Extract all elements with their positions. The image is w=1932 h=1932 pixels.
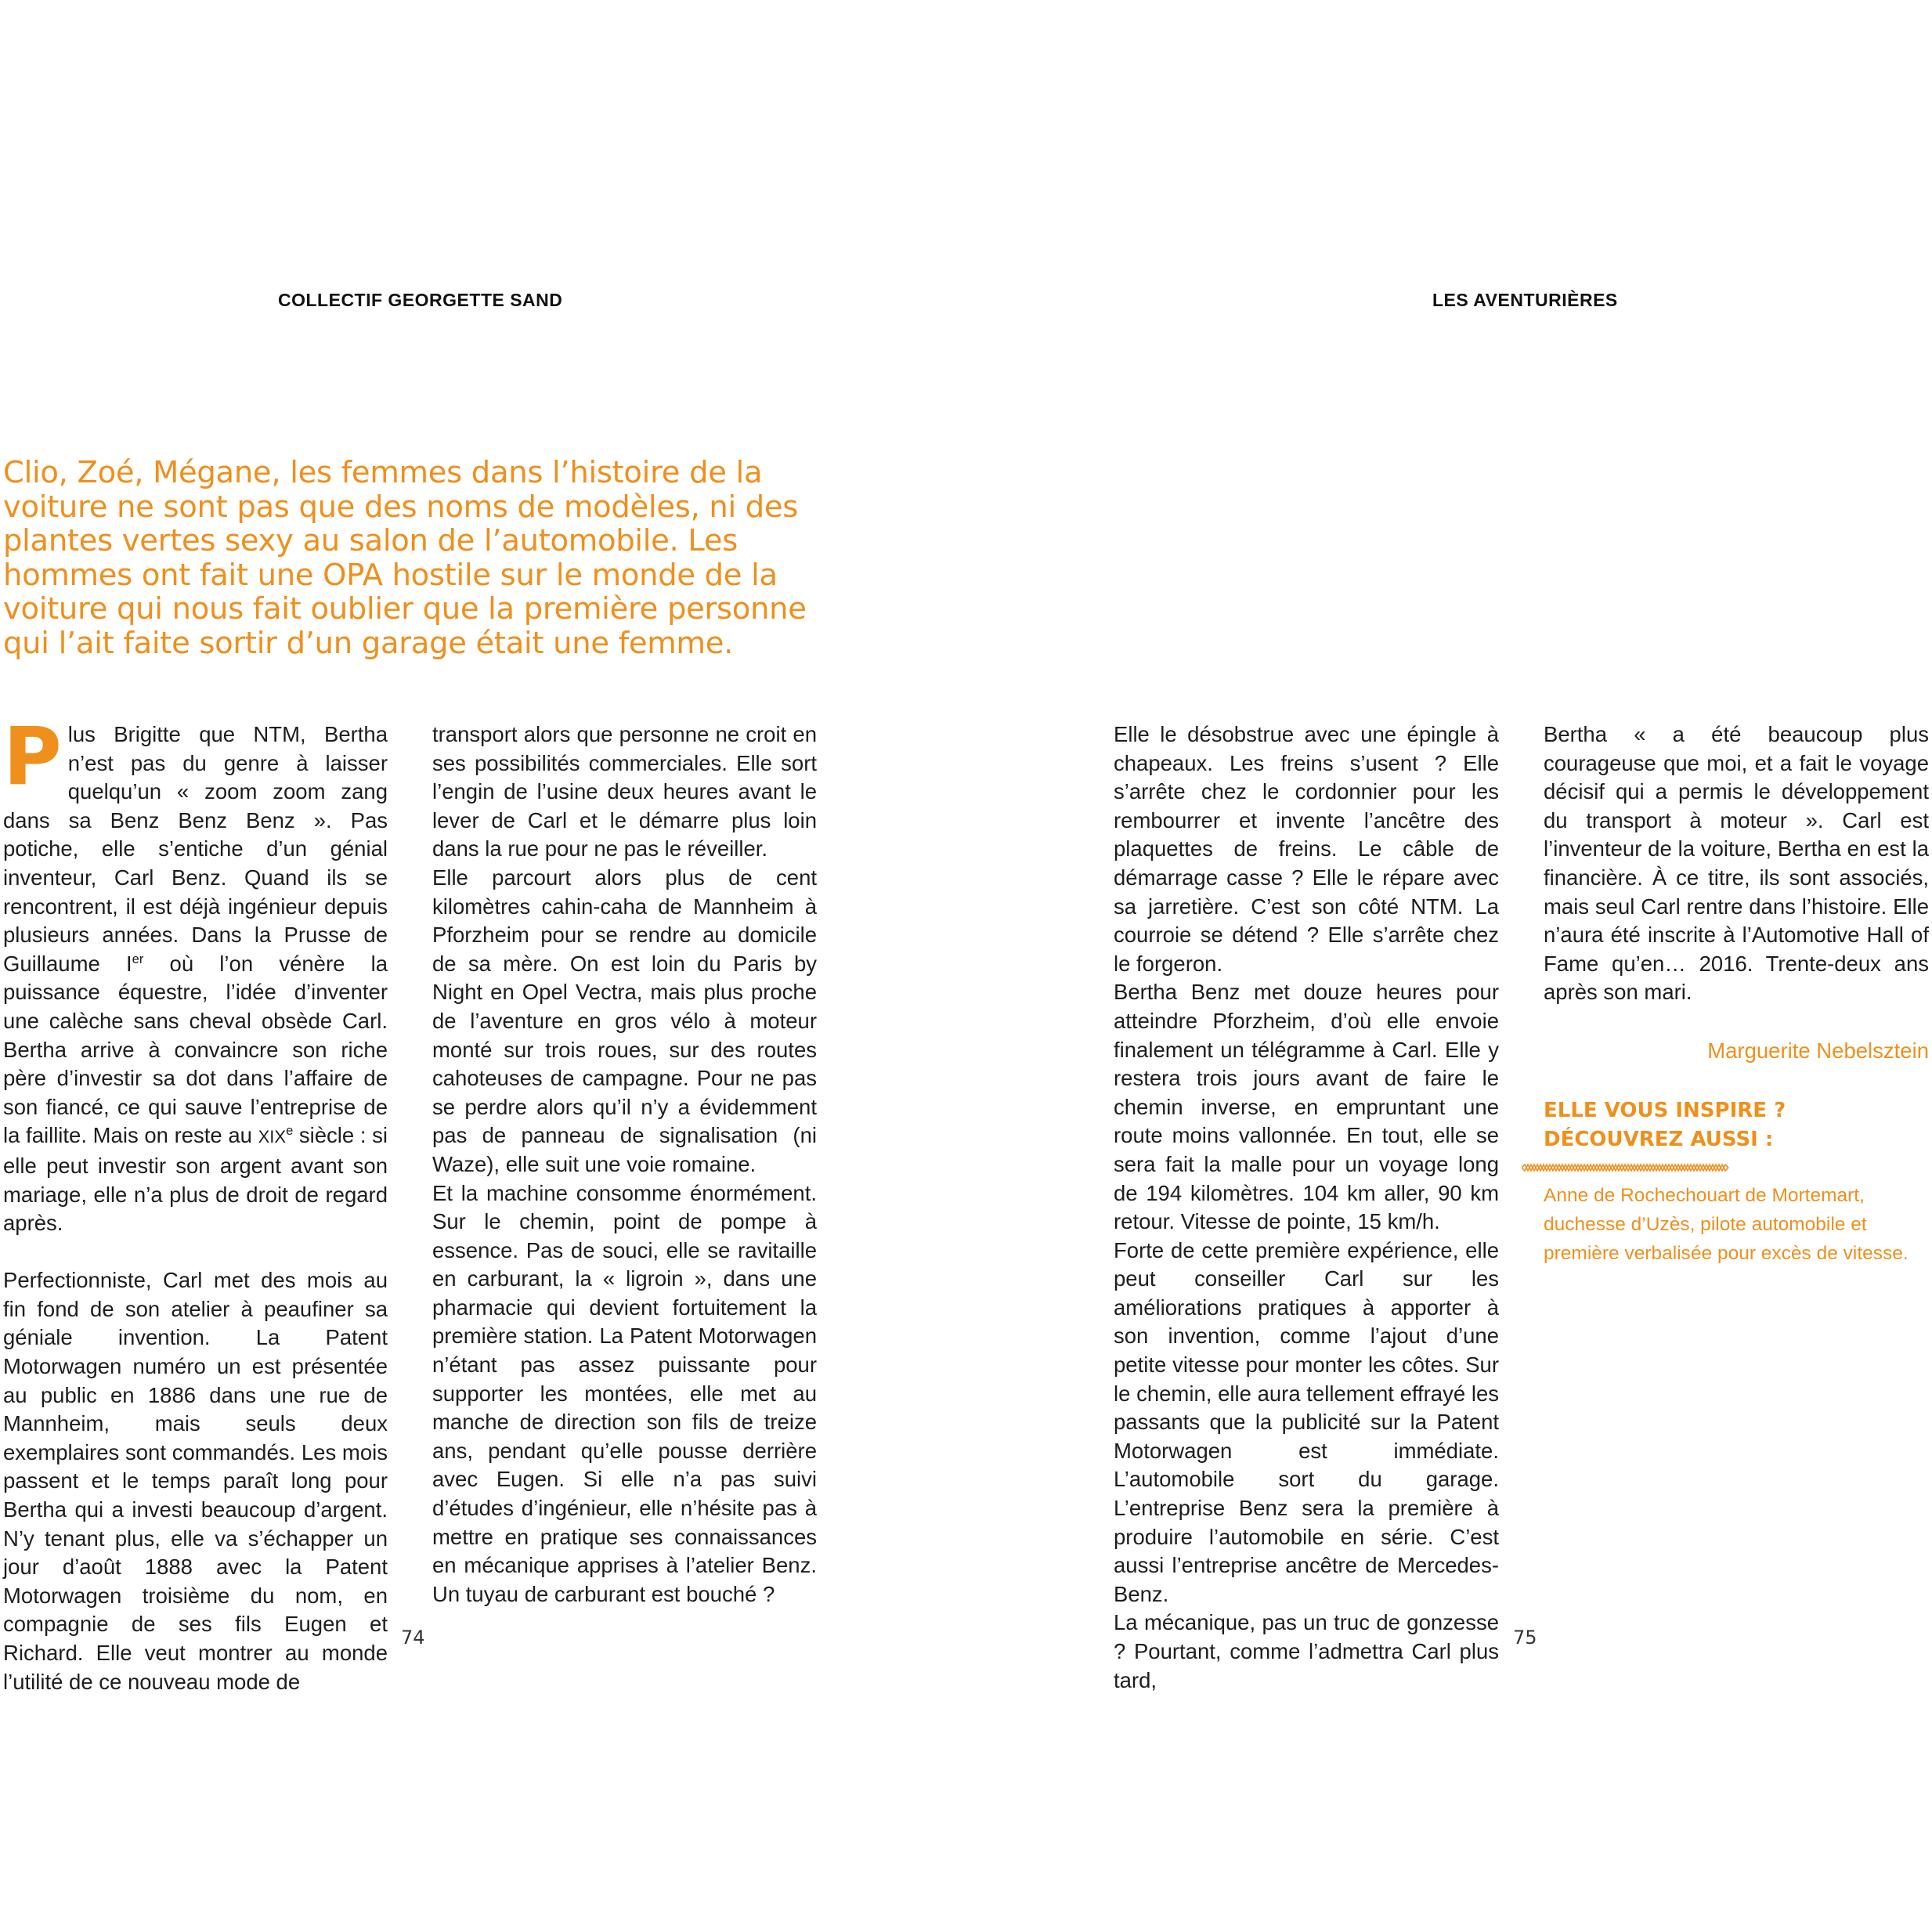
- body-paragraph: Elle parcourt alors plus de cent kilomètres cahin-caha de Mannheim à Pforzheim pour se rendre au domicile de sa mère. On est loin du Paris by Night en Opel Vectra, mais plus proche de l’aventure en gros vélo à moteur monté sur trois roues, sur des routes cahoteuses de campagne. Pour ne pas se perdre alors qu’il n’y a évidemment pas de panneau de signalisation (ni Waze), elle suit une voie romaine.: [432, 865, 817, 1176]
- text-column-3: [1114, 720, 1499, 1695]
- body-paragraph: transport alors que personne ne croit en ses possibilités commerciales. Elle sort l’engin de l’usine deux heures avant le lever de Carl et le démarre plus loin dans la rue pour ne pas le réveiller.: [432, 722, 817, 861]
- body-paragraph: Forte de cette première expérience, elle peut conseiller Carl sur les améliorations pratiques à apporter à son invention, comme l’ajout d’une petite vitesse pour monter les côtes. Sur le chemin, elle aura tellement effrayé les passants que la publicité sur la Patent Motorwagen est immédiate. L’automobile sort du garage. L’entreprise Benz sera la première à produire l’automobile en série. C’est aussi l’entreprise ancêtre de Mercedes-Benz.: [1114, 1237, 1499, 1606]
- running-head-left: COLLECTIF GEORGETTE SAND: [278, 290, 563, 310]
- body-paragraph: Elle le désobstrue avec une épingle à chapeaux. Les freins s’usent ? Elle s’arrête chez le cordonnier pour les rembourrer et invente l’ancêtre des plaquettes de freins. Le câble de démarrage casse ? Elle le répare avec sa jarretière. C’est son côté NTM. La courroie se détend ? Elle s’arrête chez le forgeron.: [1114, 722, 1499, 976]
- inspire-title-line-1: ELLE VOUS INSPIRE ?: [1544, 1099, 1786, 1122]
- body-paragraph: La mécanique, pas un truc de gonzesse ? Pourtant, comme l’admettra Carl plus tard,: [1114, 1610, 1499, 1692]
- text-column-4: [1544, 720, 1929, 1066]
- author-signature: Marguerite Nebelsztein: [1707, 1038, 1929, 1063]
- text-column-2: [432, 720, 817, 1609]
- inspire-text: Anne de Rochechouart de Mortemart, duchesse d’Uzès, pilote automobile et première verbalisée pour excès de vitesse.: [1544, 1185, 1909, 1264]
- page-number-left: 74: [401, 1627, 425, 1649]
- inspire-title-line-2: DÉCOUVREZ AUSSI :: [1544, 1128, 1774, 1151]
- body-paragraph: Bertha Benz met douze heures pour atteindre Pforzheim, d’où elle envoie finalement un télégramme à Carl. Elle y restera trois jours avant de faire le chemin inverse, en empruntant une route moins vallonnée. En tout, elle se sera fait la malle pour un voyage long de 194 kilomètres. 104 km aller, 90 km retour. Vitesse de pointe, 15 km/h.: [1114, 980, 1499, 1234]
- zigzag-divider: [1522, 1162, 1729, 1173]
- intro-paragraph: Clio, Zoé, Mégane, les femmes dans l’histoire de la voiture ne sont pas que des noms de modèles, ni des plantes vertes sexy au salon de l’automobile. Les hommes ont fait une OPA hostile sur le monde de la voiture qui nous fait oublier que la première personne qui l’ait faite sortir d’un garage était une femme.: [3, 455, 807, 661]
- body-paragraph: Bertha « a été beaucoup plus courageuse que moi, et a fait le voyage décisif qui a permis le développement du transport à moteur ». Carl est l’inventeur de la voiture, Bertha en est la financière. À ce titre, ils sont associés, mais seul Carl rentre dans l’histoire. Elle n’aura été inscrite à l’Automotive Hall of Fame qu’en… 2016. Trente-deux ans après son mari.: [1544, 722, 1929, 1005]
- body-paragraph: Perfectionniste, Carl met des mois au fin fond de son atelier à peaufiner sa géniale invention. La Patent Motorwagen numéro un est présentée au public en 1886 dans une rue de Mannheim, mais seuls deux exemplaires sont commandés. Les mois passent et le temps paraît long pour Bertha qui a investi beaucoup d’argent. N’y tenant plus, elle va s’échapper un jour d’août 1888 avec la Patent Motorwagen troisième du nom, en compagnie de ses fils Eugen et Richard. Elle veut montrer au monde l’utilité de ce nouveau mode de: [3, 1268, 388, 1694]
- page-number-right: 75: [1513, 1627, 1537, 1649]
- running-head-right: LES AVENTURIÈRES: [1432, 290, 1618, 310]
- inspire-box: [1544, 1096, 1929, 1268]
- body-paragraph: Plus Brigitte que NTM, Bertha n’est pas du genre à laisser quelqu’un « zoom zoom zang dans sa Benz Benz Benz ». Pas potiche, elle s’entiche d’un génial inventeur, Carl Benz. Quand ils se rencontrent, il est déjà ingénieur depuis plusieurs années. Dans la Prusse de Guillaume Ier où l’on vénère la puissance équestre, l’idée d’inventer une calèche sans cheval obsède Carl. Bertha arrive à convaincre son riche père d’investir sa dot dans l’affaire de son fiancé, ce qui sauve l’entreprise de la faillite. Mais on reste au XIXe siècle : si elle peut investir son argent avant son mariage, elle n’a plus de droit de regard après.: [3, 710, 388, 1236]
- text-column-1: [3, 710, 388, 1696]
- drop-cap: P: [3, 710, 62, 803]
- body-paragraph: Et la machine consomme énormément. Sur le chemin, point de pompe à essence. Pas de souci, elle se ravitaille en carburant, la « ligroin », dans une pharmacie qui devient fortuitement la première station. La Patent Motorwagen n’étant pas assez puissante pour supporter les montées, elle met au manche de direction son fils de treize ans, pendant qu’elle pousse derrière avec Eugen. Si elle n’a pas suivi d’études d’ingénieur, elle n’hésite pas à mettre en pratique ses connaissances en mécanique apprises à l’atelier Benz. Un tuyau de carburant est bouché ?: [432, 1180, 817, 1606]
